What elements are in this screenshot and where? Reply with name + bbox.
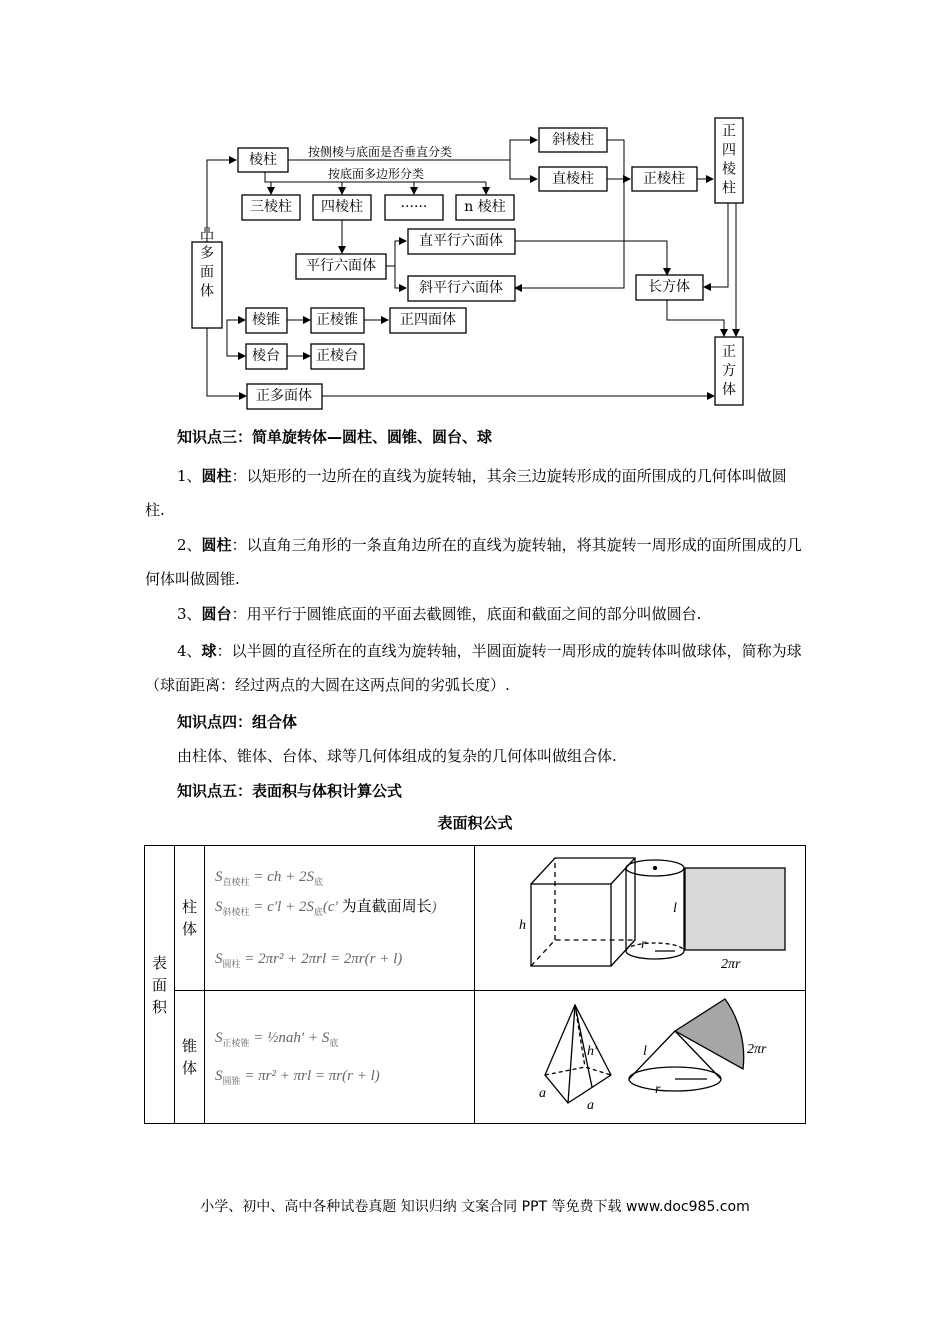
node-pyramid xyxy=(246,308,287,333)
svg-text:正棱柱: 正棱柱 xyxy=(643,171,685,187)
prism-figure-cell xyxy=(475,846,806,991)
node-frustum xyxy=(246,344,287,369)
svg-text:三棱柱: 三棱柱 xyxy=(250,199,292,215)
svg-text:斜棱柱: 斜棱柱 xyxy=(552,132,594,148)
section3-heading: 知识点三：简单旋转体—圆柱、圆锥、圆台、球 xyxy=(177,428,493,446)
prism-formulas: $S_{直棱柱}$ = ch + $2S_底$ $S_{斜棱柱} = c'l + 2S_底(c'$ 为直截面周长) $S_{圆柱} = 2\pi r^2 + 2\pi rl = 2\pi r(r + l)$ xyxy=(205,846,475,991)
label-by-base-polygon: 按底面多边形分类 xyxy=(328,167,425,181)
pyramid-cone-figure xyxy=(475,991,805,1119)
node-prism xyxy=(238,148,288,172)
prism-cylinder-figure xyxy=(475,846,805,986)
node-right-prism xyxy=(539,167,607,191)
label-h-prime: h′ xyxy=(587,1044,598,1059)
svg-text:正四面体: 正四面体 xyxy=(400,312,456,328)
svg-text:四棱柱: 四棱柱 xyxy=(321,199,363,215)
section4-heading: 知识点四：组合体 xyxy=(177,713,298,731)
label-by-lateral-edge: 按侧棱与底面是否垂直分类 xyxy=(308,145,453,159)
sec3-item-2: 2、圆柱：以直角三角形的一条直角边所在的直线为旋转轴，将其旋转一周形成的面所围成的几何体叫做圆锥. xyxy=(145,536,802,588)
section5-heading: 知识点五：表面积与体积计算公式 xyxy=(177,782,403,800)
svg-text:正方体: 正方体 xyxy=(722,344,736,398)
node-quad-prism xyxy=(313,195,371,220)
svg-text:长方体: 长方体 xyxy=(648,279,690,295)
svg-text:正四棱柱: 正四棱柱 xyxy=(722,123,736,197)
pyramid-figure-cell xyxy=(475,991,806,1124)
node-oblique-prism xyxy=(539,128,607,152)
svg-text:直棱柱: 直棱柱 xyxy=(552,171,594,187)
node-tri-prism xyxy=(242,195,300,220)
label-l-cone: l xyxy=(643,1044,647,1059)
sec4-text: 由柱体、锥体、台体、球等几何体组成的复杂的几何体叫做组合体. xyxy=(177,747,617,765)
svg-text:棱台: 棱台 xyxy=(252,348,280,364)
svg-text:正多面体: 正多面体 xyxy=(256,388,312,404)
sec3-item-1: 1、圆柱：以矩形的一边所在的直线为旋转轴，其余三边旋转形成的面所围成的几何体叫做圆柱. xyxy=(145,467,787,519)
prism-row-label: 柱体 xyxy=(175,846,205,991)
row-group-label: 表面积 xyxy=(145,846,175,1124)
svg-text:直平行六面体: 直平行六面体 xyxy=(419,233,503,249)
label-l-cylinder: l xyxy=(673,901,677,916)
node-regular-pyramid xyxy=(311,308,364,333)
label-a-right: a xyxy=(587,1098,594,1113)
polyhedron-classification-diagram xyxy=(0,0,950,420)
node-regular-quad-prism xyxy=(715,118,743,203)
svg-text:······: ······ xyxy=(400,199,428,215)
node-regular-polyhedron xyxy=(247,384,322,409)
node-regular-tetrahedron xyxy=(390,308,466,333)
node-convex-polyhedron xyxy=(192,227,222,329)
node-right-parallelepiped xyxy=(408,229,515,254)
node-parallelepiped xyxy=(296,254,386,279)
label-h: h xyxy=(519,918,526,933)
pyramid-row-label: 锥体 xyxy=(175,991,205,1124)
node-cuboid xyxy=(636,275,703,300)
unrolled-lateral-surface xyxy=(685,868,785,950)
label-a-left: a xyxy=(539,1086,546,1101)
cuboid-figure xyxy=(531,858,635,966)
label-r-cone: r xyxy=(655,1082,661,1097)
svg-text:斜平行六面体: 斜平行六面体 xyxy=(419,280,503,296)
label-2pir-rect: 2πr xyxy=(721,957,741,972)
node-ellipsis xyxy=(385,195,443,220)
node-n-prism xyxy=(456,195,514,220)
sec3-item-3: 3、圆台：用平行于圆锥底面的平面去截圆锥，底面和截面之间的部分叫做圆台. xyxy=(177,605,702,623)
svg-text:n 棱柱: n 棱柱 xyxy=(464,199,506,215)
svg-text:平行六面体: 平行六面体 xyxy=(306,258,376,274)
svg-text:棱柱: 棱柱 xyxy=(249,152,277,168)
sec3-item-4: 4、球：以半圆的直径所在的直线为旋转轴，半圆面旋转一周形成的旋转体叫做球体，简称为球（球面距离：经过两点的大圆在这两点间的劣弧长度）. xyxy=(145,642,802,694)
surface-area-table xyxy=(144,845,806,1124)
footer-text: 小学、初中、高中各种试卷真题 知识归纳 文案合同 PPT 等免费下载 www.doc985.com xyxy=(200,1199,750,1215)
svg-text:棱锥: 棱锥 xyxy=(252,312,280,328)
node-convex-text: 凸多面体 xyxy=(200,226,214,300)
node-oblique-parallelepiped xyxy=(408,276,515,301)
pyramid-formulas: $S_{正棱锥}$ = ½nah′ + $S_底$ $S_{圆锥} = \pi r^2 + \pi rl = \pi r(r + l)$ xyxy=(205,991,475,1124)
node-regular-prism xyxy=(632,167,697,191)
node-regular-frustum xyxy=(311,344,364,369)
node-cube xyxy=(715,337,743,405)
svg-text:正棱锥: 正棱锥 xyxy=(316,312,358,328)
label-r-cylinder: r xyxy=(641,937,647,952)
table-title: 表面积公式 xyxy=(437,814,513,832)
label-2pir-sector: 2πr xyxy=(747,1042,767,1057)
pyramid-figure xyxy=(545,1005,611,1103)
svg-text:正棱台: 正棱台 xyxy=(316,348,358,364)
